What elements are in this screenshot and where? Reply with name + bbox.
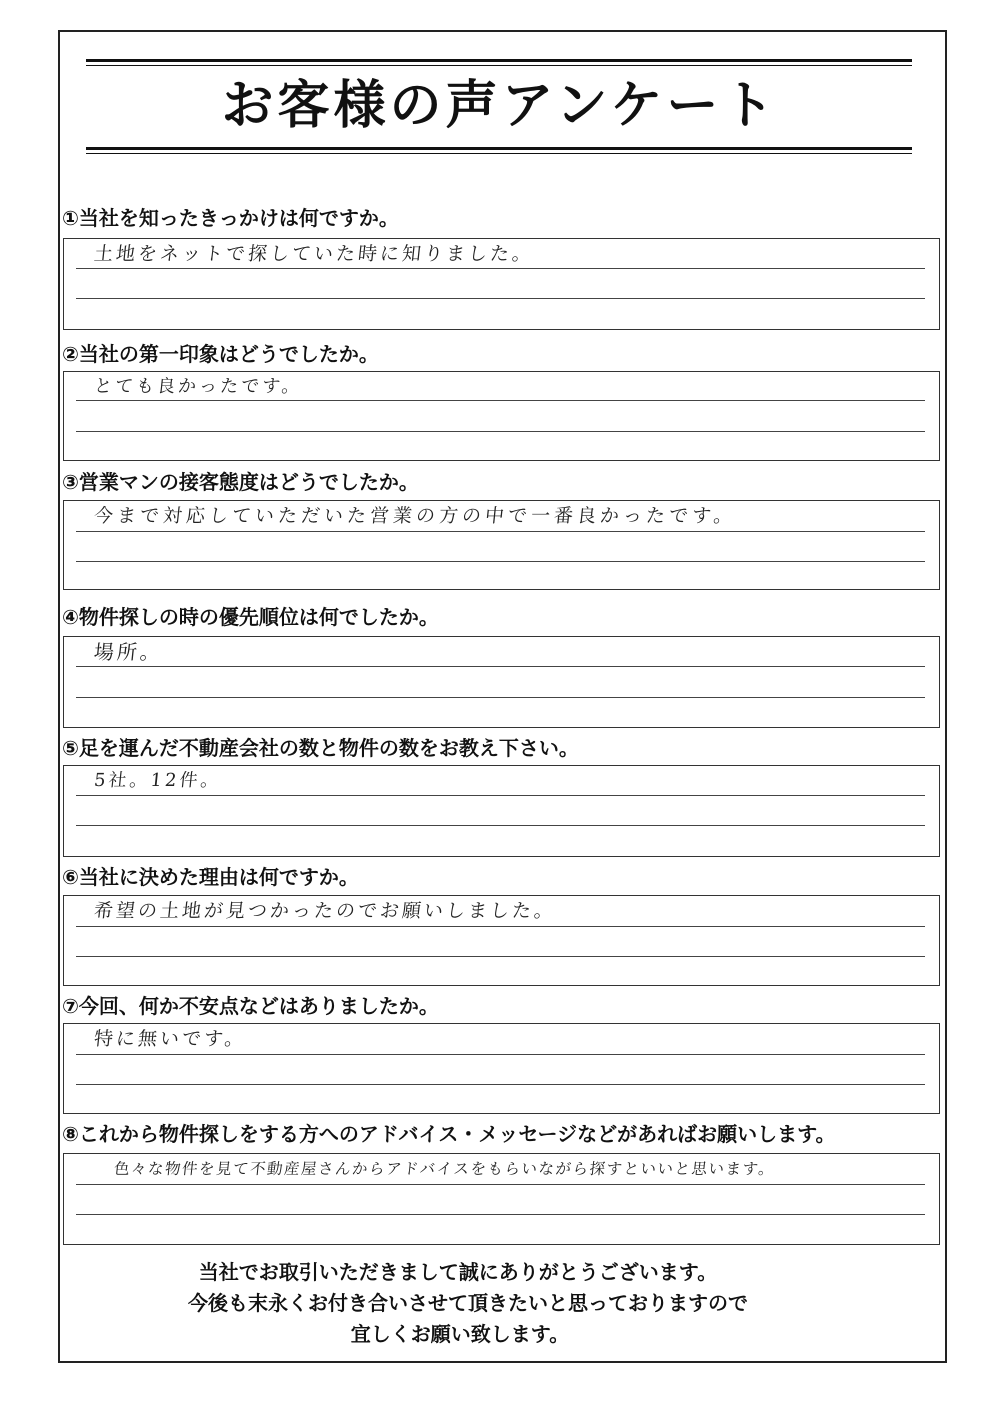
answer-box-8 [63, 1153, 940, 1245]
answer-line [76, 400, 925, 401]
answer-box-3 [63, 500, 940, 590]
question-8-label: ⑧これから物件探しをする方へのアドバイス・メッセージなどがあればお願いします。 [62, 1122, 836, 1146]
closing-line-1: 当社でお取引いただきまして誠にありがとうございます。 [198, 1260, 718, 1284]
answer-line [76, 298, 925, 299]
answer-line [76, 795, 925, 796]
question-7-label: ⑦今回、何か不安点などはありましたか。 [62, 994, 439, 1018]
answer-box-5 [63, 765, 940, 857]
answer-line [76, 926, 925, 927]
answer-line [76, 1084, 925, 1085]
answer-line [76, 1214, 925, 1215]
page-title: お客様の声アンケート [221, 76, 779, 136]
answer-box-7 [63, 1023, 940, 1114]
answer-3-text: 今まで対応していただいた営業の方の中で一番良かったです。 [92, 505, 738, 527]
answer-line [76, 956, 925, 957]
question-6-label: ⑥当社に決めた理由は何ですか。 [62, 865, 359, 889]
answer-line [76, 531, 925, 532]
answer-line [76, 666, 925, 667]
answer-box-4 [63, 636, 940, 728]
question-3-label: ③営業マンの接客態度はどうでしたか。 [62, 470, 419, 494]
question-1-label: ①当社を知ったきっかけは何ですか。 [62, 206, 399, 230]
answer-line [76, 825, 925, 826]
title-rule-bottom [86, 147, 912, 154]
question-5-label: ⑤足を運んだ不動産会社の数と物件の数をお教え下さい。 [62, 736, 579, 760]
answer-box-1 [63, 238, 940, 330]
answer-line [76, 697, 925, 698]
answer-line [76, 268, 925, 269]
question-4-label: ④物件探しの時の優先順位は何でしたか。 [62, 605, 439, 629]
title-rule-top [86, 59, 912, 66]
closing-line-2: 今後も末永くお付き合いさせて頂きたいと思っておりますので [188, 1291, 748, 1315]
answer-line [76, 561, 925, 562]
answer-box-2 [63, 371, 940, 461]
answer-line [76, 431, 925, 432]
closing-line-3: 宜しくお願い致します。 [350, 1322, 570, 1346]
answer-box-6 [63, 895, 940, 986]
answer-line [76, 1054, 925, 1055]
answer-4-text: 場所。 [92, 640, 165, 664]
answer-7-text: 特に無いです。 [92, 1028, 248, 1050]
answer-6-text: 希望の土地が見つかったのでお願いしました。 [92, 900, 558, 922]
answer-2-text: とても良かったです。 [92, 376, 304, 397]
answer-8-text: 色々な物件を見て不動産屋さんからアドバイスをもらいながら探すといいと思います。 [113, 1160, 777, 1178]
question-2-label: ②当社の第一印象はどうでしたか。 [62, 342, 379, 366]
answer-line [76, 1184, 925, 1185]
answer-5-text: 5社。12件。 [92, 770, 223, 791]
answer-1-text: 土地をネットで探していた時に知りました。 [92, 243, 536, 265]
